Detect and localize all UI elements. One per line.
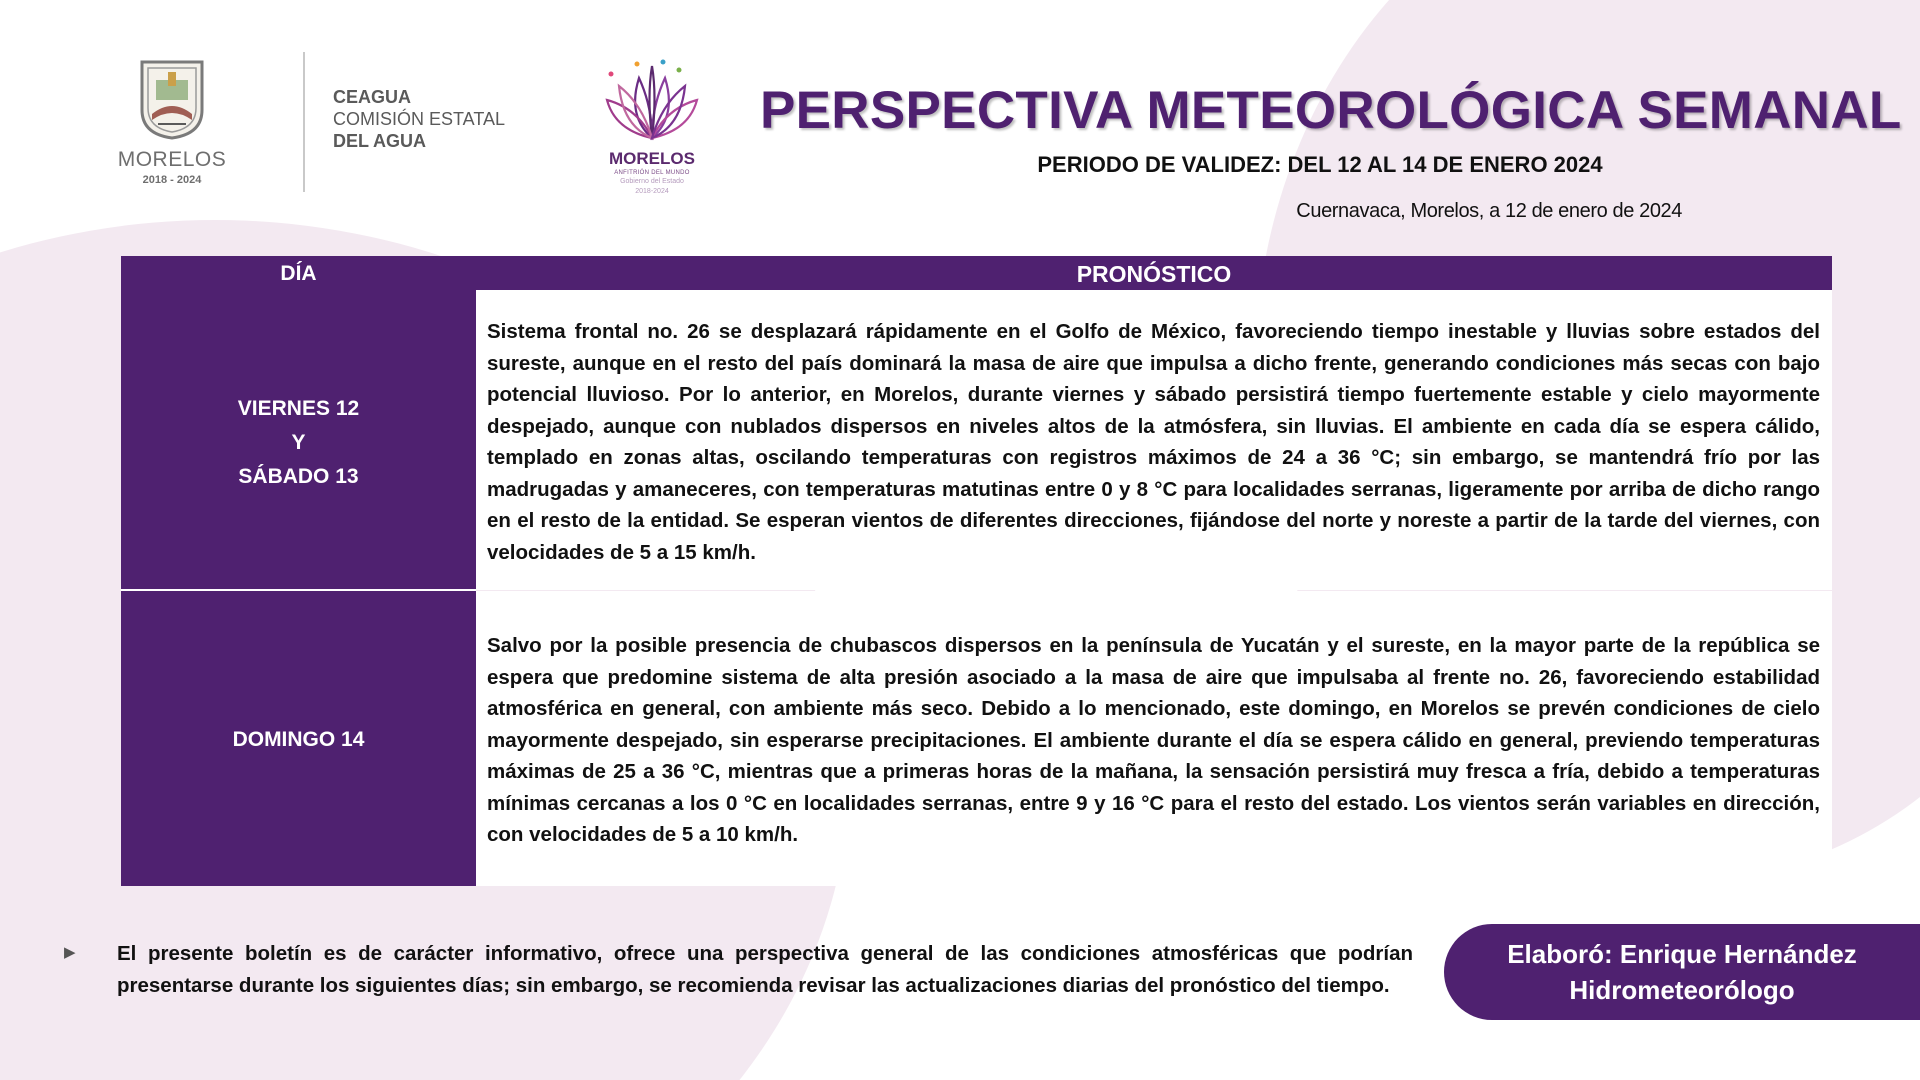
day-column xyxy=(121,256,476,886)
day-column-header: DÍA xyxy=(280,262,317,285)
ceagua-logo xyxy=(333,86,553,152)
morelos-state-logo xyxy=(112,58,232,190)
logo-divider xyxy=(303,52,305,192)
forecast-column-header: PRONÓSTICO xyxy=(1076,261,1232,287)
day-label-line: SÁBADO 13 xyxy=(238,465,359,488)
credit-role: Hidrometeorólogo xyxy=(1569,975,1795,1005)
forecast-text-row-2: Salvo por la posible presencia de chubascos dispersos en la península de Yucatán y el sureste, en la mayor parte de la república se espera que predomine sistema de alta presión asociado a la masa de aire que impulsaba al frente no. 26, favoreciendo estabilidad atmosférica en general, con ambiente más seco. Debido a lo mencionado, este domingo, en Morelos se prevén condiciones de cielo mayormente despejado, sin esperarse precipitaciones. El ambiente durante el día se espera cálido en general, previendo temperaturas máximas de 25 a 36 °C, mientras que a primeras horas de la mañana, la sensación persistirá muy fresca a fría, debido a temperaturas mínimas cercanas a los 0 °C en localidades serranas, entre 9 y 16 °C para el resto del estado. Los vientos serán variables en dirección, con velocidades de 5 a 10 km/h. xyxy=(487,634,1820,846)
lotus-flower-icon xyxy=(597,56,707,146)
ceagua-logo-line3: DEL AGUA xyxy=(333,131,427,151)
gobierno-logo-sub1: Gobierno del Estado xyxy=(620,178,684,185)
morelos-logo-name: MORELOS xyxy=(117,148,227,171)
forecast-text-row-1: Sistema frontal no. 26 se desplazará rápidamente en el Golfo de México, favoreciendo tiempo inestable y lluvias sobre estados del sureste, aunque en el resto del país dominará la masa de aire que impulsa a dicho frente, generando condiciones más secas con bajo potencial lluvioso. Por lo anterior, en Morelos, durante viernes y sábado persistirá tiempo fuertemente estable y cielo mayormente despejado, aunque con nublados dispersos en niveles altos de la atmósfera, sin lluvias. El ambiente en cada día se espera cálido, templado en zonas altas, oscilando temperaturas con registros máximos de 24 a 36 °C; sin embargo, se mantendrá frío por las madrugadas y amaneceres, con temperaturas matutinas entre 0 y 8 °C para localidades serranas, ligeramente por arriba de dicho rango en el resto de la entidad. Se esperan vientos de diferentes direcciones, fijándose del norte y noreste a partir de la tarde del viernes, con velocidades de 5 a 15 km/h. xyxy=(487,320,1820,564)
day-label-row-1 xyxy=(121,392,476,494)
ceagua-logo-line1: CEAGUA xyxy=(333,87,412,107)
credit-text xyxy=(1444,936,1920,1008)
place-and-date: Cuernavaca, Morelos, a 12 de enero de 2024 xyxy=(1296,200,1682,222)
morelos-logo-years: 2018 - 2024 xyxy=(142,174,202,186)
credit-author: Elaboró: Enrique Hernández xyxy=(1507,939,1857,969)
ceagua-logo-line2: COMISIÓN ESTATAL xyxy=(333,109,506,129)
state-shield-icon xyxy=(138,58,206,140)
gobierno-logo-tagline: ANFITRIÓN DEL MUNDO xyxy=(614,170,690,176)
triangle-right-icon: ▶ xyxy=(64,944,76,961)
gobierno-morelos-logo xyxy=(592,56,712,196)
validity-period: PERIODO DE VALIDEZ: DEL 12 AL 14 DE ENERO 2024 xyxy=(1037,152,1603,177)
day-row-separator xyxy=(121,589,476,591)
day-label-row-2 xyxy=(121,723,476,757)
page-title: PERSPECTIVA METEOROLÓGICA SEMANAL xyxy=(760,81,1902,140)
gobierno-logo-name: MORELOS xyxy=(609,149,695,168)
gobierno-logo-sub2: 2018-2024 xyxy=(635,188,669,195)
day-label-line: DOMINGO 14 xyxy=(232,728,365,751)
disclaimer-text: El presente boletín es de carácter informativo, ofrece una perspectiva general de las condiciones atmosféricas que podrían presentarse durante los siguientes días; sin embargo, se recomienda revisar las actualizaciones diarias del pronóstico del tiempo. xyxy=(117,942,1413,997)
day-label-line: Y xyxy=(291,431,306,454)
day-label-line: VIERNES 12 xyxy=(237,397,360,420)
